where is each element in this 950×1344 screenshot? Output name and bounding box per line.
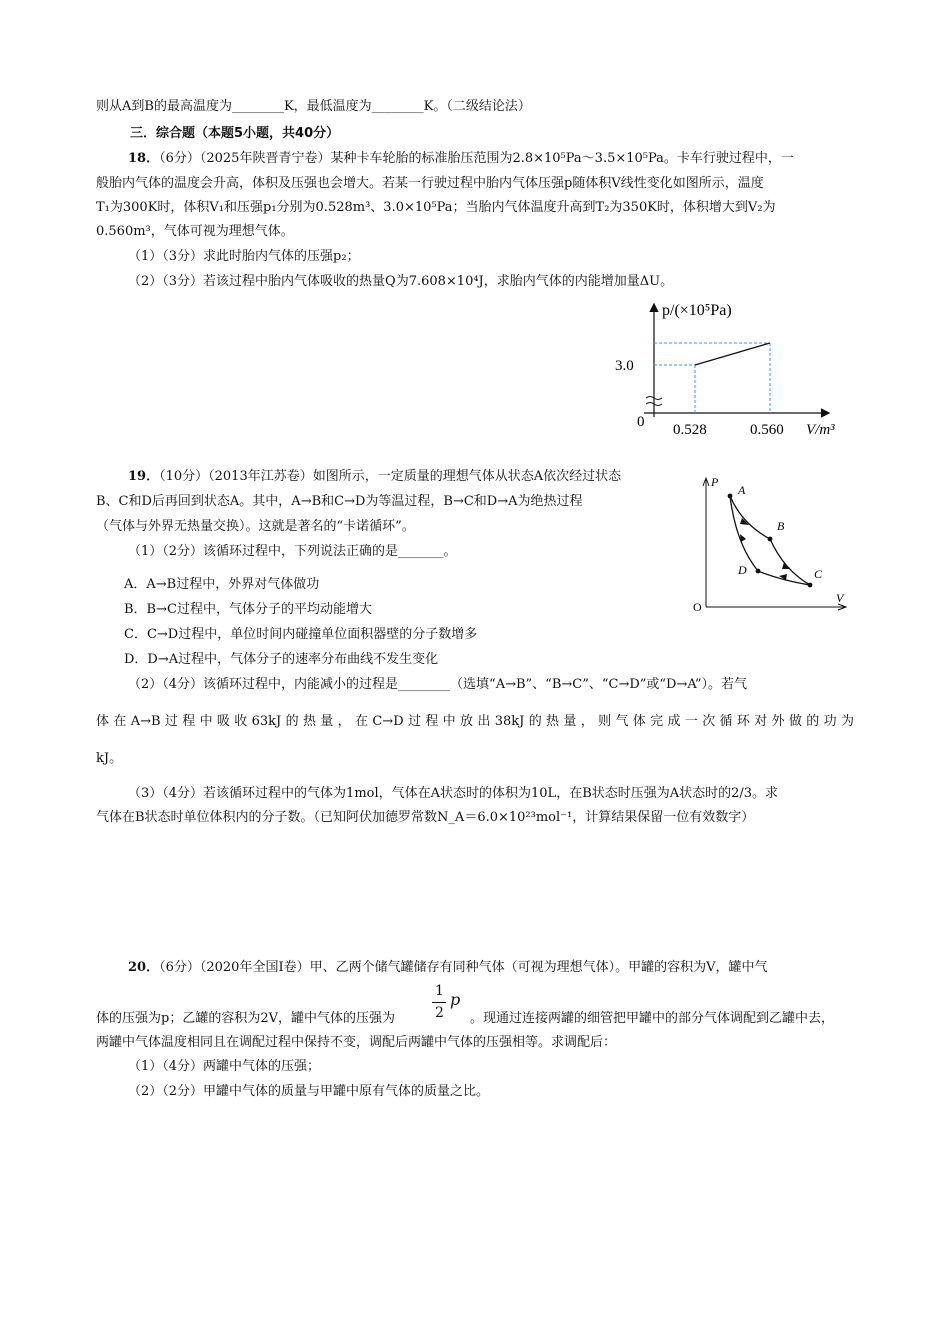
fraction-numerator: 1 (435, 983, 444, 999)
q20-line2a: 体的压强为p；乙罐的容积为2V，罐中气体的压强为 (96, 1011, 395, 1026)
q19-line1 (128, 470, 621, 483)
fraction-half-p (432, 984, 464, 1024)
point-a (728, 494, 733, 499)
q19-sub2-line2: 体在A→B过程中吸收63kJ的热量，在C→D过程中放出38kJ的热量，则气体完成一次循环对外做的功为 (96, 714, 854, 729)
y-axis-label: p/(×10⁵Pa) (662, 302, 732, 319)
q19-line3: （气体与外界无热量交换）。这就是著名的“卡诺循环”。 (96, 519, 415, 534)
q20-sub1: （1）（4分）两罐中气体的压强； (128, 1059, 321, 1074)
q19-sub3-line1: （3）（4分）若该循环过程中的气体为1mol，气体在A状态时的体积为10L，在B状态时压强为A状态时的2/3。求 (128, 786, 779, 801)
v-axis-label: V (836, 591, 844, 605)
q20-line2b: 。现通过连接两罐的细管把甲罐中的部分气体调配到乙罐中去， (470, 1011, 835, 1026)
q19-option-a: A．A→B过程中，外界对气体做功 (124, 577, 320, 592)
q19-sub2-line3: kJ。 (96, 751, 123, 766)
q19-sub3-line2: 气体在B状态时单位体积内的分子数。（已知阿伏加德罗常数N_A＝6.0×10²³mol⁻¹，计算结果保留一位有效数字） (96, 810, 755, 825)
section-title: 三．综合题（本题5小题，共40分） (130, 126, 340, 141)
q18-line4: 0.560m³，气体可视为理想气体。 (96, 224, 294, 239)
q19-line1-text: （10分）（2013年江苏卷）如图所示，一定质量的理想气体从状态A依次经过状态 (159, 469, 622, 484)
q18-sub2: （2）（3分）若该过程中胎内气体吸收的热量Q为7.608×10⁴J，求胎内气体的内能增加量ΔU。 (128, 274, 674, 289)
origin-label: 0 (637, 414, 645, 430)
fraction-bar (432, 1002, 446, 1003)
curve-d-a (730, 496, 758, 571)
label-d: D (738, 563, 747, 577)
point-b (768, 537, 773, 542)
q18-line1-text: （6分）（2025年陕晋青宁卷）某种卡车轮胎的标准胎压范围为2.8×10⁵Pa～3.5×10⁵Pa。卡车行驶过程中，一 (159, 151, 794, 166)
q19-option-b: B．B→C过程中，气体分子的平均动能增大 (124, 602, 372, 617)
p-axis-label: P (711, 475, 719, 489)
arrow-b-c (782, 562, 790, 569)
origin-label: O (693, 600, 702, 614)
q20-line3: 两罐中气体温度相同且在调配过程中保持不变，调配后两罐中气体的压强相等。求调配后： (96, 1035, 617, 1050)
q18-line1 (128, 152, 794, 165)
q20-sub2: （2）（2分）甲罐中气体的质量与甲罐中原有气体的质量之比。 (128, 1084, 490, 1099)
x-tick-0528: 0.528 (673, 422, 707, 438)
q18-sub1: （1）（3分）求此时胎内气体的压强p₂； (128, 249, 360, 264)
q18-pv-graph (610, 295, 850, 445)
q19-option-c: C．C→D过程中，单位时间内碰撞单位面积器壁的分子数增多 (124, 627, 478, 642)
q19-line2: B、C和D后再回到状态A。其中，A→B和C→D为等温过程，B→C和D→A为绝热过程 (96, 494, 583, 509)
q19-carnot-diagram (688, 472, 858, 617)
q18-number: 18． (128, 151, 160, 166)
label-b: B (777, 519, 785, 533)
curve-a-b (730, 496, 770, 539)
fraction-denominator: 2 (435, 1005, 444, 1021)
point-c (808, 583, 813, 588)
fraction-variable: p (450, 990, 461, 1009)
curve-b-c (770, 539, 810, 585)
q18-line2: 般胎内气体的温度会升高，体积及压强也会增大。若某一行驶过程中胎内气体压强p随体积V线性变化如图所示，温度 (96, 176, 764, 191)
pv-line (695, 343, 770, 365)
q20-line1-text: （6分）（2020年全国Ⅰ卷）甲、乙两个储气罐储存有同种气体（可视为理想气体）。甲罐的容积为V，罐中气 (159, 960, 768, 975)
q19-sub2-line1: （2）（4分）该循环过程中，内能减小的过程是________（选填“A→B”、“B→C”、“C→D”或“D→A”）。若气 (128, 677, 747, 692)
y-tick-3: 3.0 (615, 358, 634, 374)
q20-line1 (128, 961, 767, 974)
prev-question-line: 则从A到B的最高温度为________K，最低温度为________K。（二级结论法） (96, 99, 531, 114)
q19-sub1: （1）（2分）该循环过程中，下列说法正确的是_______。 (128, 544, 457, 559)
arrow-d-a (740, 534, 746, 542)
point-d (756, 569, 761, 574)
q18-line3: T₁为300K时，体积V₁和压强p₁分别为0.528m³、3.0×10⁵Pa；当胎内气体温度升高到T₂为350K时，体积增大到V₂为 (96, 200, 776, 215)
label-a: A (738, 483, 746, 497)
x-axis-label: V/m³ (806, 422, 835, 438)
label-c: C (814, 567, 823, 581)
q19-option-d: D．D→A过程中，气体分子的速率分布曲线不发生变化 (124, 652, 439, 667)
q19-number: 19． (128, 469, 160, 484)
q20-number: 20． (128, 960, 160, 975)
x-tick-0560: 0.560 (750, 422, 784, 438)
